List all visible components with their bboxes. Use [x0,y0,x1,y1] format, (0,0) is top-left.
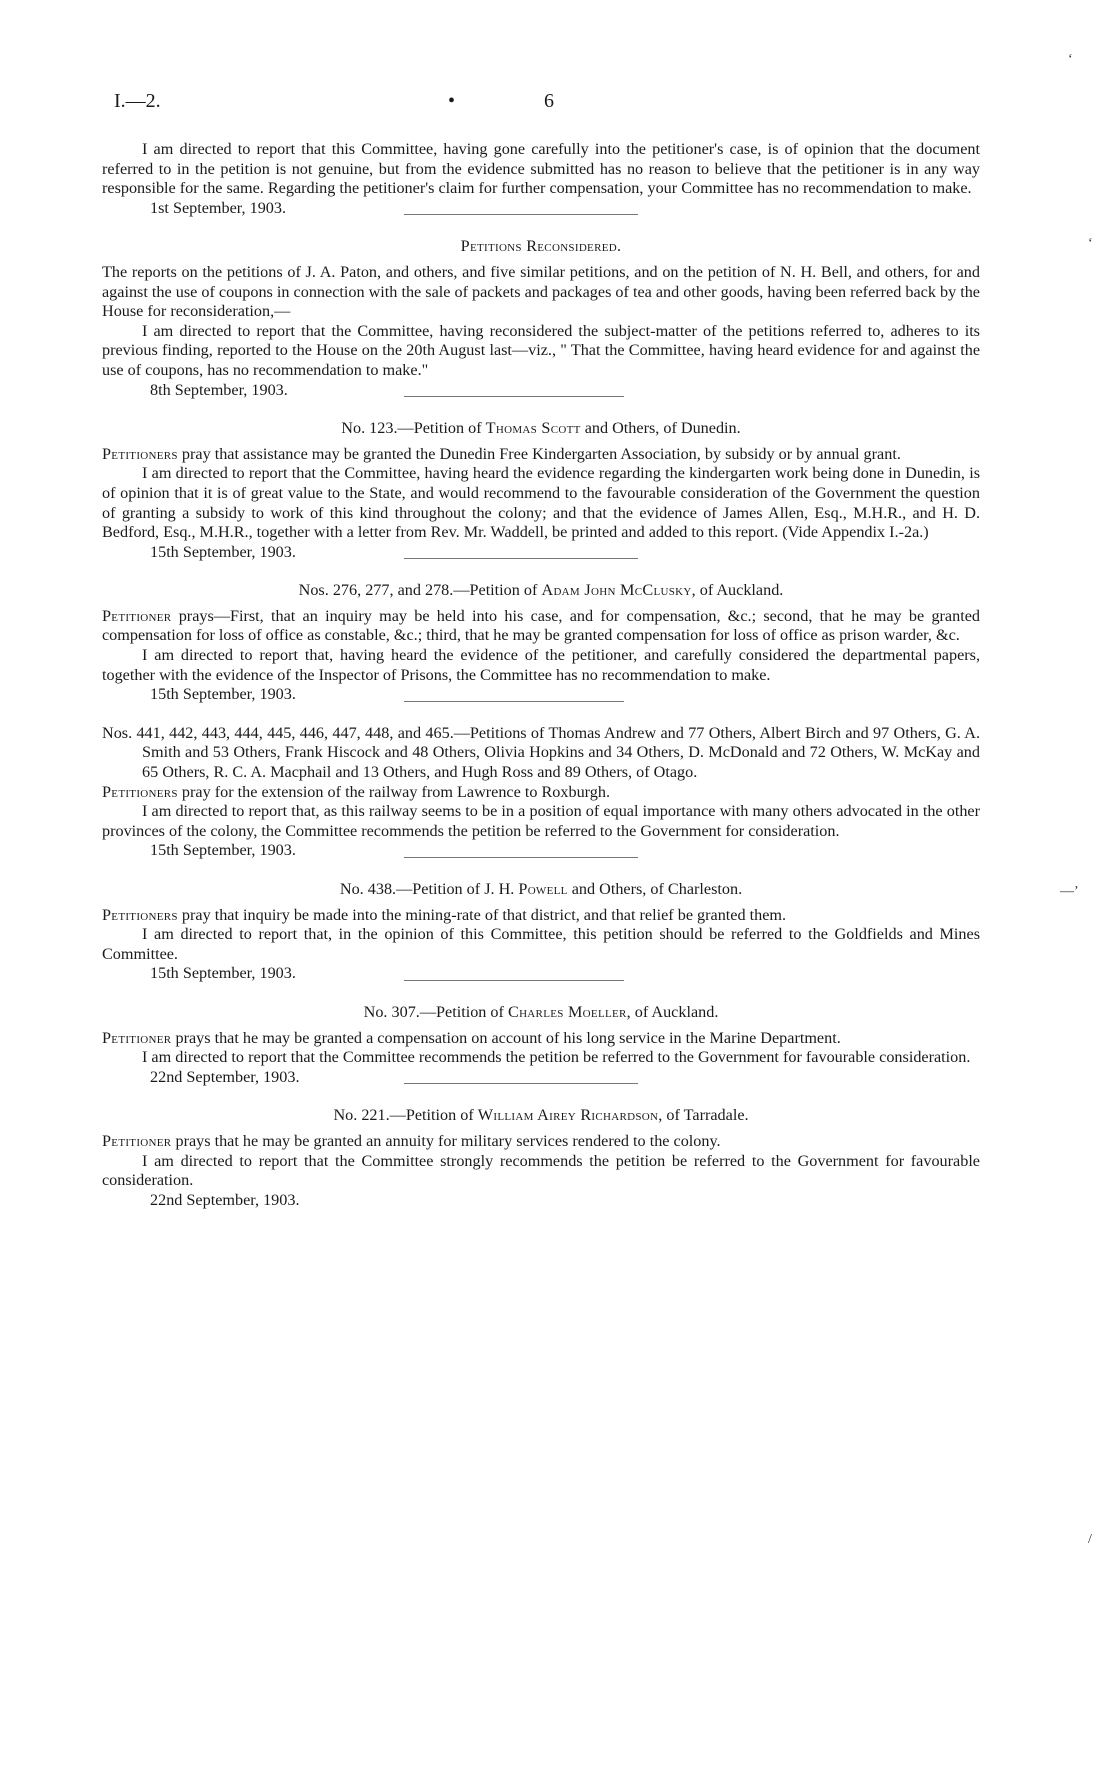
section-divider [404,558,638,559]
petition-heading: No. 123.—Petition of Thomas Scott and Others, of Dunedin. [341,419,741,438]
intro-paragraph: The reports on the petitions of J. A. Paton, and others, and five similar petitions, and on the petition of N. H. Bell, and others, for and against the use of coupons in connection with the sale of packets and packages of tea and other goods, having been referred back by the House for reconsideration,— [102,262,980,321]
report-paragraph: I am directed to report that, having heard the evidence of the petitioner, and carefully considered the departmental papers, together with the evidence of the Inspector of Prisons, the Committee has no recommendation to make. [102,646,980,684]
report-paragraph: I am directed to report that the Committee strongly recommends the petition be referred to the Government for favourable consideration. [102,1151,980,1190]
prayer-paragraph: Petitioner prays that he may be granted a compensation on account of his long service in the Marine Department. [102,1028,841,1047]
prayer-paragraph: Petitioners pray for the extension of the railway from Lawrence to Roxburgh. [102,782,610,801]
prayer-paragraph: Petitioner prays that he may be granted an annuity for military services rendered to the colony. [102,1131,721,1150]
section-petition-123 [102,419,980,562]
scan-mark: —’ [1060,884,1079,899]
report-date: 15th September, 1903. [150,841,296,860]
section-petition-221 [102,1106,980,1210]
section-petitions-reconsidered [102,237,980,400]
report-paragraph: I am directed to report that the Committee, having reconsidered the subject-matter of the petitions referred to, adheres to its previous finding, reported to the House on the 20th August last—viz., " That the Committee, having heard evidence for and against the use of coupons, has no recommendation to make." [102,321,980,379]
petition-heading: No. 221.—Petition of William Airey Richardson, of Tarradale. [333,1106,749,1125]
section-petition-276 [102,581,980,705]
report-date: 8th September, 1903. [150,380,288,399]
section-intro [102,140,980,218]
section-divider [404,701,624,702]
report-date: 15th September, 1903. [150,964,296,983]
report-date: 15th September, 1903. [150,542,296,561]
petition-heading: No. 438.—Petition of J. H. Powell and Others, of Charleston. [339,880,743,898]
report-paragraph: I am directed to report that, in the opinion of this Committee, this petition should be referred to the Goldfields and Mines Committee. [102,925,980,963]
scan-mark: / [1088,1532,1092,1547]
appendix-reference: (Vide Appendix I.-2a.) [782,523,929,542]
section-heading: Petitions Reconsidered. [460,237,622,256]
prayer-paragraph: Petitioner prays—First, that an inquiry may be held into his case, and for compensation, &c.; second, that he may be granted compensation for loss of office as constable, &c.; third, that he may be granted compensation for loss of office as prison warder, &c. [102,606,980,645]
petition-heading: Nos. 276, 277, and 278.—Petition of Adam John McClusky, of Auckland. [298,581,784,600]
section-divider [404,857,638,858]
report-date: 1st September, 1903. [150,198,287,217]
section-divider [404,214,638,215]
section-divider [404,396,624,397]
petition-heading: Nos. 441, 442, 443, 444, 445, 446, 447, 448, and 465.—Petitions of Thomas Andrew and 77 Others, Albert Birch and 97 Others, G. A. Smith and 53 Others, Frank Hiscock and 48 Others, Olivia Hopkins and 34 Others, D. McDonald and 72 Others, W. McKay and 65 Others, R. C. A. Macphail and 13 Others, and Hugh Ross and 89 Others, of Otago. [102,723,980,782]
petition-heading: No. 307.—Petition of Charles Moeller, of Auckland. [363,1002,719,1021]
page-header [114,90,974,120]
report-date: 22nd September, 1903. [150,1190,300,1209]
report-paragraph: I am directed to report that the Committee, having heard the evidence regarding the kindergarten work being done in Dunedin, is of opinion that it is of great value to the State, and would recommend to the favourable consideration of the Government the question of granting a subsidy to work of this kind throughout the colony; and that the evidence of James Allen, Esq., M.H.R., and H. D. Bedford, Esq., M.H.R., together with a letter from Rev. Mr. Waddell, be printed and added to this report. (Vide Appendix I.-2a.) [102,464,980,542]
report-paragraph: I am directed to report that this Committee, having gone carefully into the petitioner's case, is of opinion that the document referred to in the petition is not genuine, but from the evidence submitted has no reason to believe that the petitioner is in any way responsible for the same. Regarding the petitioner's claim for further compensation, your Committee has no recommendation to make. [102,140,980,198]
scan-mark: ‘ [1068,52,1073,67]
section-petition-307 [102,1003,980,1087]
scan-mark: ‘ [1088,236,1093,251]
section-petition-441 [102,724,980,861]
header-dot: • [448,90,456,112]
section-divider [404,1083,638,1084]
prayer-paragraph: Petitioners pray that assistance may be granted the Dunedin Free Kindergarten Association, by subsidy or by annual grant. [102,444,901,463]
report-date: 22nd September, 1903. [150,1067,300,1086]
report-paragraph: I am directed to report that the Committee recommends the petition be referred to the Government for favourable consideration. [142,1048,971,1067]
report-paragraph: I am directed to report that, as this railway seems to be in a position of equal importance with many others advocated in the other provinces of the colony, the Committee recommends the petition be referred to the Government for consideration. [102,802,980,840]
page-body [102,140,980,1216]
report-date: 15th September, 1903. [150,685,296,704]
paper-reference: I.—2. [114,90,161,112]
prayer-paragraph: Petitioners pray that inquiry be made into the mining-rate of that district, and that relief be granted them. [102,905,787,924]
page-number: 6 [544,90,554,112]
section-petition-438 [102,880,980,984]
section-divider [404,980,624,981]
